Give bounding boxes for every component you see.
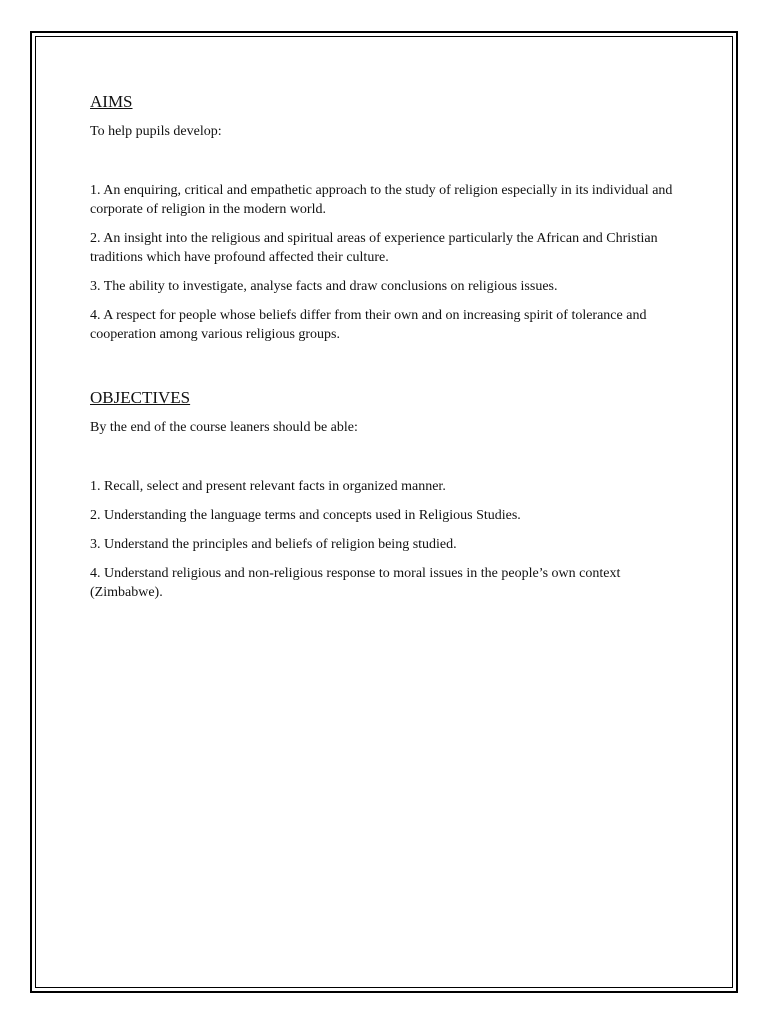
- objectives-item: 1. Recall, select and present relevant facts in organized manner.: [90, 479, 446, 494]
- page-content: [90, 90, 680, 612]
- aims-section: [90, 90, 680, 344]
- aims-item: 1. An enquiring, critical and empathetic approach to the study of religion especially in its individual and corporate of religion in the modern world.: [90, 183, 673, 217]
- aims-item: 4. A respect for people whose beliefs differ from their own and on increasing spirit of tolerance and cooperation among various religious groups.: [90, 308, 647, 342]
- aims-intro: To help pupils develop:: [90, 124, 222, 139]
- objectives-item: 2. Understanding the language terms and concepts used in Religious Studies.: [90, 508, 521, 523]
- objectives-section: [90, 386, 680, 602]
- aims-item: 2. An insight into the religious and spiritual areas of experience particularly the African and Christian traditions which have profound affected their culture.: [90, 231, 658, 265]
- objectives-item: 4. Understand religious and non-religious response to moral issues in the people’s own context (Zimbabwe).: [90, 566, 621, 600]
- aims-item: 3. The ability to investigate, analyse facts and draw conclusions on religious issues.: [90, 279, 558, 294]
- objectives-intro: By the end of the course leaners should be able:: [90, 420, 358, 435]
- aims-heading: AIMS: [90, 92, 133, 111]
- section-spacer: [90, 354, 680, 386]
- objectives-item: 3. Understand the principles and beliefs of religion being studied.: [90, 537, 457, 552]
- objectives-heading: OBJECTIVES: [90, 388, 191, 407]
